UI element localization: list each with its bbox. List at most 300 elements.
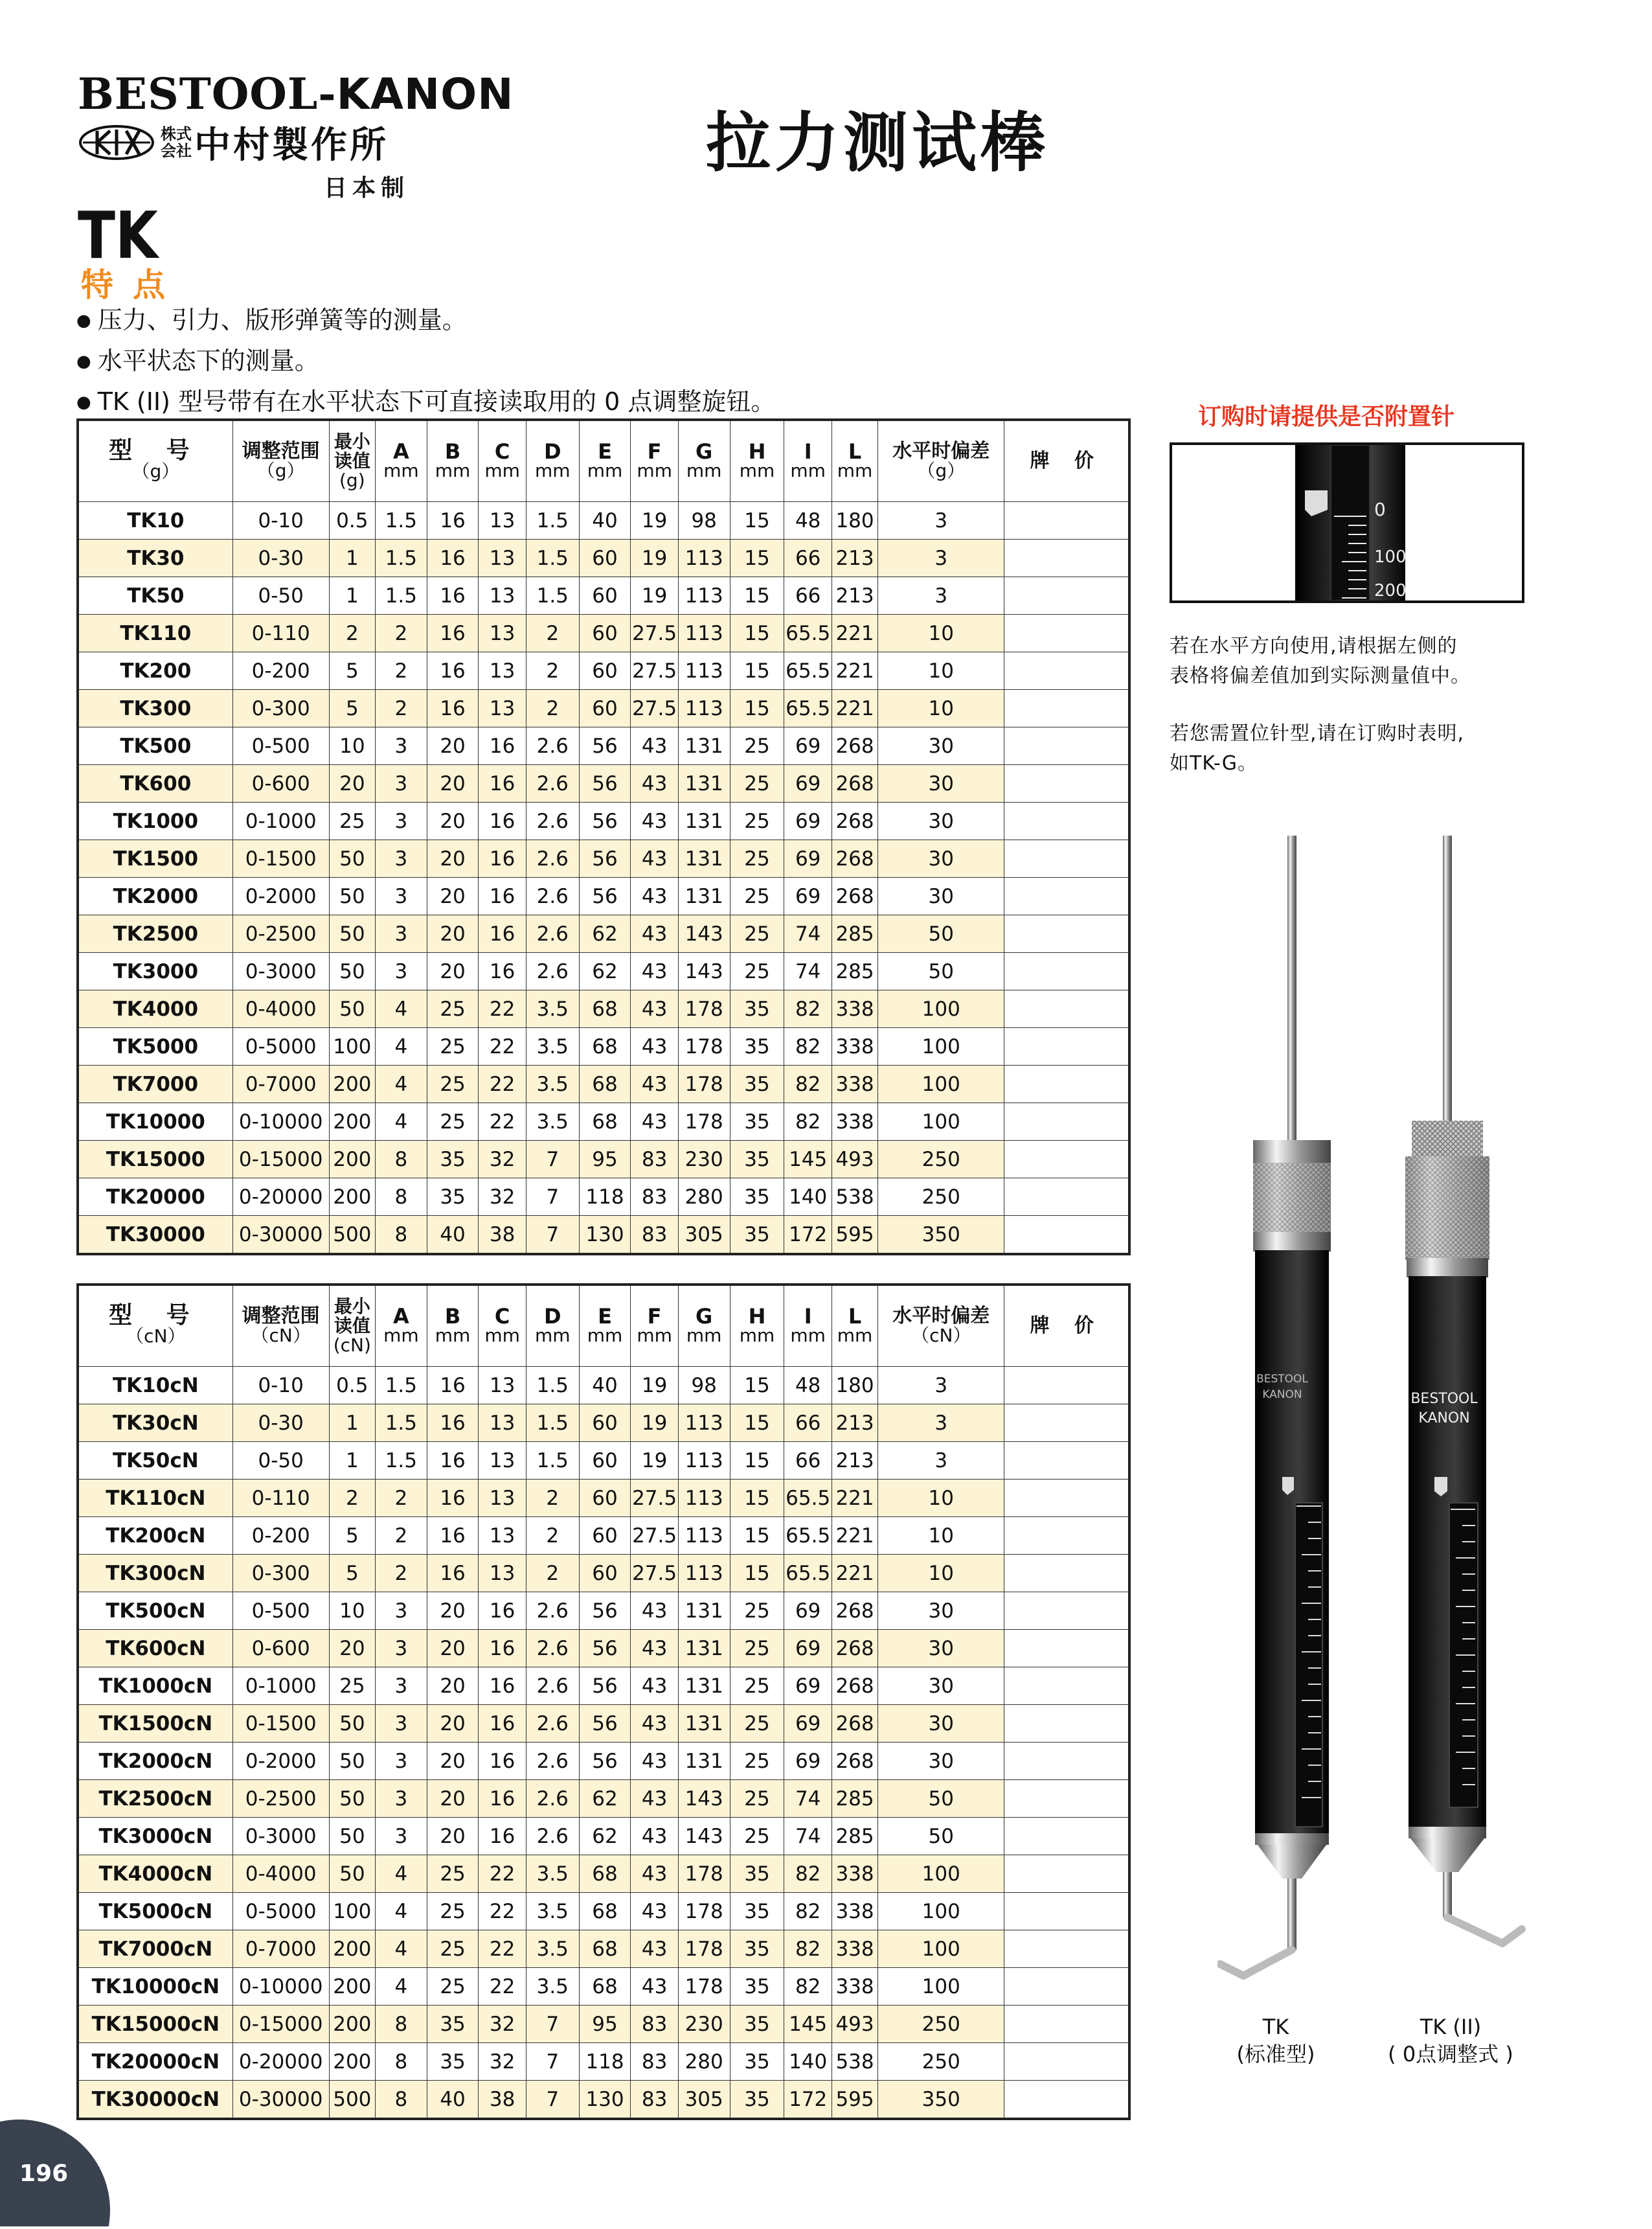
table-cell: 131 xyxy=(678,727,730,765)
table-cell: 0-4000 xyxy=(232,1855,329,1893)
table-cell: 50 xyxy=(329,878,375,915)
table-cell: 268 xyxy=(832,727,877,765)
price-cell xyxy=(1004,1780,1129,1818)
table-row xyxy=(78,1855,1129,1893)
table-cell: 25 xyxy=(329,803,375,840)
table-cell: 10 xyxy=(329,727,375,765)
table-cell: 95 xyxy=(579,1141,631,1178)
price-cell xyxy=(1004,502,1129,540)
table-cell: 43 xyxy=(631,727,678,765)
table-cell: 35 xyxy=(730,1028,784,1066)
table-cell: 3 xyxy=(375,1592,427,1630)
table-cell: 43 xyxy=(631,990,678,1028)
table-cell: 16 xyxy=(427,1404,479,1442)
table-cell: 0-3000 xyxy=(232,953,329,990)
table-cell: 113 xyxy=(678,1404,730,1442)
table-cell: 3 xyxy=(878,1404,1004,1442)
table-cell: 65.5 xyxy=(784,615,832,652)
table-cell: 68 xyxy=(579,1855,631,1893)
table-cell: 16 xyxy=(479,1667,526,1705)
brand-kanon: KANON xyxy=(336,69,514,119)
spec-table-grams xyxy=(76,418,1131,1255)
table-row xyxy=(78,803,1129,840)
spec-table-centinewtons xyxy=(76,1283,1131,2120)
table-cell: 82 xyxy=(784,1968,832,2006)
price-cell xyxy=(1004,727,1129,765)
table-cell: 2 xyxy=(375,615,427,652)
header-price: 牌 价 xyxy=(1004,420,1129,502)
table-row xyxy=(78,1667,1129,1705)
table-cell: 25 xyxy=(427,1968,479,2006)
price-cell xyxy=(1004,1141,1129,1178)
table-cell: 20 xyxy=(427,1705,479,1743)
header-l: L mm xyxy=(832,420,877,502)
table-cell: 13 xyxy=(479,690,526,727)
table-cell: 0-7000 xyxy=(232,1930,329,1968)
table-cell: 35 xyxy=(730,1968,784,2006)
table-cell: 27.5 xyxy=(631,1517,678,1555)
table-cell: 8 xyxy=(375,1216,427,1255)
model-cell: TK3000cN xyxy=(78,1818,232,1855)
table-cell: 0-1000 xyxy=(232,1667,329,1705)
header-c: C mm xyxy=(479,420,526,502)
table-cell: 140 xyxy=(784,2043,832,2081)
table-cell: 1 xyxy=(329,577,375,615)
table-cell: 280 xyxy=(678,1178,730,1216)
model-cell: TK1500cN xyxy=(78,1705,232,1743)
table-cell: 69 xyxy=(784,840,832,878)
tk-standard-gauge xyxy=(1220,836,1331,1976)
table-cell: 35 xyxy=(730,1103,784,1141)
table-cell: 3 xyxy=(878,1442,1004,1480)
table-cell: 213 xyxy=(832,540,877,577)
table-cell: 35 xyxy=(730,1066,784,1103)
company-name: 中村製作所 xyxy=(194,124,389,166)
table-cell: 10 xyxy=(878,690,1004,727)
table-cell: 0-2500 xyxy=(232,1780,329,1818)
table-cell: 3.5 xyxy=(526,1855,579,1893)
price-cell xyxy=(1004,1367,1129,1404)
table-cell: 69 xyxy=(784,727,832,765)
table-cell: 69 xyxy=(784,1630,832,1667)
table-cell: 43 xyxy=(631,1667,678,1705)
table-cell: 19 xyxy=(631,1442,678,1480)
table-cell: 143 xyxy=(678,1780,730,1818)
table-cell: 0-1000 xyxy=(232,803,329,840)
table-cell: 131 xyxy=(678,1667,730,1705)
model-cell: TK50cN xyxy=(78,1442,232,1480)
table-cell: 56 xyxy=(579,803,631,840)
page-number: 196 xyxy=(19,2160,69,2187)
note-line: 表格将偏差值加到实际测量值中。 xyxy=(1170,665,1471,687)
table-cell: 3 xyxy=(375,1780,427,1818)
table-row xyxy=(78,1818,1129,1855)
model-cell: TK500cN xyxy=(78,1592,232,1630)
table-cell: 493 xyxy=(832,2006,877,2043)
header-a: A mm xyxy=(375,420,427,502)
features-list xyxy=(76,301,775,424)
table-cell: 2.6 xyxy=(526,1818,579,1855)
header-d: D mm xyxy=(526,420,579,502)
table-cell: 285 xyxy=(832,1780,877,1818)
table-cell: 27.5 xyxy=(631,690,678,727)
table-cell: 0-300 xyxy=(232,690,329,727)
table-cell: 0-2000 xyxy=(232,1743,329,1780)
table-cell: 280 xyxy=(678,2043,730,2081)
table-cell: 83 xyxy=(631,2006,678,2043)
table-cell: 66 xyxy=(784,540,832,577)
table-cell: 50 xyxy=(878,953,1004,990)
table-row xyxy=(78,577,1129,615)
price-cell xyxy=(1004,765,1129,803)
table-cell: 15 xyxy=(730,690,784,727)
price-cell xyxy=(1004,2006,1129,2043)
table-row xyxy=(78,2081,1129,2120)
table-cell: 0-2000 xyxy=(232,878,329,915)
table-cell: 66 xyxy=(784,577,832,615)
table-cell: 131 xyxy=(678,1705,730,1743)
table-cell: 1 xyxy=(329,1404,375,1442)
table-cell: 3 xyxy=(375,1630,427,1667)
table-cell: 4 xyxy=(375,1028,427,1066)
table-cell: 178 xyxy=(678,1930,730,1968)
table-cell: 20 xyxy=(427,878,479,915)
table-cell: 0-20000 xyxy=(232,1178,329,1216)
table-cell: 95 xyxy=(579,2006,631,2043)
table-row xyxy=(78,1968,1129,2006)
table-row xyxy=(78,2006,1129,2043)
price-cell xyxy=(1004,953,1129,990)
table-cell: 268 xyxy=(832,1630,877,1667)
table-cell: 35 xyxy=(730,1893,784,1930)
table-cell: 25 xyxy=(730,803,784,840)
table-cell: 16 xyxy=(427,540,479,577)
table-cell: 113 xyxy=(678,1480,730,1517)
table-cell: 35 xyxy=(730,1216,784,1255)
model-cell: TK110 xyxy=(78,615,232,652)
table-cell: 5 xyxy=(329,1517,375,1555)
model-cell: TK30000cN xyxy=(78,2081,232,2120)
model-cell: TK2000cN xyxy=(78,1743,232,1780)
table-cell: 19 xyxy=(631,577,678,615)
table-cell: 43 xyxy=(631,1028,678,1066)
table-cell: 200 xyxy=(329,1968,375,2006)
table-cell: 20 xyxy=(427,953,479,990)
table-cell: 131 xyxy=(678,1592,730,1630)
table-cell: 25 xyxy=(329,1667,375,1705)
price-cell xyxy=(1004,1103,1129,1141)
model-cell: TK300 xyxy=(78,690,232,727)
table-cell: 143 xyxy=(678,915,730,953)
table-cell: 113 xyxy=(678,1442,730,1480)
table-cell: 3 xyxy=(375,1667,427,1705)
table-cell: 178 xyxy=(678,990,730,1028)
model-cell: TK4000 xyxy=(78,990,232,1028)
header-f: F mm xyxy=(631,1285,678,1367)
model-cell: TK300cN xyxy=(78,1555,232,1592)
table-row xyxy=(78,1555,1129,1592)
table-cell: 10 xyxy=(878,1480,1004,1517)
table-cell: 83 xyxy=(631,1141,678,1178)
header-model: 型 号 （cN） xyxy=(78,1285,232,1367)
table-cell: 48 xyxy=(784,502,832,540)
table-cell: 16 xyxy=(479,915,526,953)
table-cell: 221 xyxy=(832,1517,877,1555)
model-cell: TK15000cN xyxy=(78,2006,232,2043)
table-cell: 2 xyxy=(526,652,579,690)
table-cell: 1 xyxy=(329,540,375,577)
table-cell: 43 xyxy=(631,1818,678,1855)
table-cell: 8 xyxy=(375,2043,427,2081)
table-cell: 3 xyxy=(375,1705,427,1743)
table-cell: 60 xyxy=(579,1555,631,1592)
table-cell: 25 xyxy=(730,1743,784,1780)
table-cell: 43 xyxy=(631,1592,678,1630)
table-row xyxy=(78,953,1129,990)
table-cell: 25 xyxy=(427,1066,479,1103)
list-item: ● 水平状态下的测量。 xyxy=(76,342,775,383)
table-cell: 25 xyxy=(427,1930,479,1968)
header-i: I mm xyxy=(784,1285,832,1367)
table-cell: 35 xyxy=(730,1855,784,1893)
table-cell: 2 xyxy=(526,1517,579,1555)
table-cell: 68 xyxy=(579,990,631,1028)
table-cell: 1.5 xyxy=(375,1367,427,1404)
table-cell: 10 xyxy=(329,1592,375,1630)
table-cell: 1.5 xyxy=(375,577,427,615)
table-cell: 25 xyxy=(730,878,784,915)
table-cell: 30 xyxy=(878,727,1004,765)
table-cell: 35 xyxy=(427,1178,479,1216)
header-l: L mm xyxy=(832,1285,877,1367)
table-cell: 213 xyxy=(832,1404,877,1442)
table-cell: 178 xyxy=(678,1893,730,1930)
table-cell: 3.5 xyxy=(526,1028,579,1066)
table-cell: 62 xyxy=(579,915,631,953)
table-cell: 25 xyxy=(427,1893,479,1930)
model-cell: TK15000 xyxy=(78,1141,232,1178)
table-cell: 82 xyxy=(784,1893,832,1930)
table-cell: 25 xyxy=(730,1592,784,1630)
model-cell: TK7000 xyxy=(78,1066,232,1103)
table-cell: 4 xyxy=(375,990,427,1028)
table-cell: 178 xyxy=(678,1855,730,1893)
table-cell: 25 xyxy=(730,1630,784,1667)
header-e: E mm xyxy=(579,1285,631,1367)
table-cell: 4 xyxy=(375,1893,427,1930)
table-cell: 113 xyxy=(678,652,730,690)
table-cell: 65.5 xyxy=(784,652,832,690)
table-row xyxy=(78,1066,1129,1103)
table-cell: 130 xyxy=(579,2081,631,2120)
table-cell: 13 xyxy=(479,577,526,615)
table-cell: 140 xyxy=(784,1178,832,1216)
table-cell: 50 xyxy=(329,1743,375,1780)
table-cell: 35 xyxy=(427,2006,479,2043)
table-cell: 13 xyxy=(479,502,526,540)
table-cell: 68 xyxy=(579,1103,631,1141)
table-cell: 0-10000 xyxy=(232,1103,329,1141)
table-cell: 25 xyxy=(427,990,479,1028)
table-cell: 43 xyxy=(631,1066,678,1103)
table-cell: 268 xyxy=(832,803,877,840)
table-cell: 221 xyxy=(832,690,877,727)
table-cell: 3.5 xyxy=(526,1066,579,1103)
table-cell: 2.6 xyxy=(526,878,579,915)
table-cell: 143 xyxy=(678,1818,730,1855)
table-cell: 50 xyxy=(329,1705,375,1743)
table-row xyxy=(78,1442,1129,1480)
table-cell: 2 xyxy=(375,1555,427,1592)
table-cell: 22 xyxy=(479,990,526,1028)
table-cell: 48 xyxy=(784,1367,832,1404)
table-cell: 100 xyxy=(878,1968,1004,2006)
table-cell: 16 xyxy=(479,953,526,990)
table-cell: 15 xyxy=(730,502,784,540)
table-cell: 27.5 xyxy=(631,1555,678,1592)
table-cell: 200 xyxy=(329,1930,375,1968)
table-cell: 0-7000 xyxy=(232,1066,329,1103)
table-cell: 69 xyxy=(784,878,832,915)
table-cell: 83 xyxy=(631,1178,678,1216)
table-cell: 338 xyxy=(832,1028,877,1066)
table-row xyxy=(78,1517,1129,1555)
table-cell: 200 xyxy=(329,2043,375,2081)
caption-tk: TK (标准型) xyxy=(1236,2015,1315,2066)
table-cell: 16 xyxy=(427,1517,479,1555)
table-cell: 3 xyxy=(878,540,1004,577)
header-i: I mm xyxy=(784,420,832,502)
table-cell: 20 xyxy=(329,765,375,803)
header-a: A mm xyxy=(375,1285,427,1367)
table-cell: 0-500 xyxy=(232,1592,329,1630)
table-row xyxy=(78,1216,1129,1255)
header-range: 调整范围 （g） xyxy=(232,420,329,502)
table-cell: 27.5 xyxy=(631,1480,678,1517)
price-cell xyxy=(1004,1968,1129,2006)
model-cell: TK5000cN xyxy=(78,1893,232,1930)
table-cell: 25 xyxy=(427,1855,479,1893)
table-cell: 3.5 xyxy=(526,1103,579,1141)
table-cell: 16 xyxy=(427,652,479,690)
model-cell: TK200 xyxy=(78,652,232,690)
table-cell: 2 xyxy=(526,690,579,727)
table-cell: 2.6 xyxy=(526,1780,579,1818)
table-cell: 131 xyxy=(678,765,730,803)
kanon-logo-icon xyxy=(78,124,155,161)
table-cell: 0-30 xyxy=(232,1404,329,1442)
model-cell: TK200cN xyxy=(78,1517,232,1555)
table-cell: 68 xyxy=(579,1893,631,1930)
note-line: 如TK-G。 xyxy=(1170,752,1258,775)
table-cell: 143 xyxy=(678,953,730,990)
table-row xyxy=(78,2043,1129,2081)
table-cell: 3 xyxy=(878,577,1004,615)
table-cell: 118 xyxy=(579,2043,631,2081)
table-cell: 0-10000 xyxy=(232,1968,329,2006)
table-cell: 338 xyxy=(832,1103,877,1141)
table-cell: 100 xyxy=(878,1103,1004,1141)
table-cell: 56 xyxy=(579,1630,631,1667)
table-cell: 180 xyxy=(832,502,877,540)
header-b: B mm xyxy=(427,420,479,502)
table-cell: 60 xyxy=(579,1442,631,1480)
table-cell: 16 xyxy=(427,1555,479,1592)
table-cell: 56 xyxy=(579,1743,631,1780)
table-cell: 500 xyxy=(329,2081,375,2120)
table-cell: 69 xyxy=(784,1743,832,1780)
table-cell: 20 xyxy=(427,915,479,953)
model-cell: TK20000 xyxy=(78,1178,232,1216)
model-cell: TK10000cN xyxy=(78,1968,232,2006)
table-cell: 56 xyxy=(579,727,631,765)
table-cell: 16 xyxy=(479,1780,526,1818)
table-cell: 200 xyxy=(329,2006,375,2043)
table-cell: 118 xyxy=(579,1178,631,1216)
gauge-brand-left: BESTOOL KANON xyxy=(1256,1373,1308,1401)
gauge-tick-label: 200 xyxy=(1374,581,1407,600)
table-cell: 16 xyxy=(427,502,479,540)
table-cell: 8 xyxy=(375,2006,427,2043)
table-cell: 131 xyxy=(678,1630,730,1667)
gauge-tick-label: 0 xyxy=(1374,499,1386,520)
table-cell: 35 xyxy=(730,990,784,1028)
table-row xyxy=(78,1743,1129,1780)
table-cell: 98 xyxy=(678,1367,730,1404)
caption-tk-ii: TK (II) ( 0点调整式 ) xyxy=(1388,2015,1513,2066)
table-cell: 1.5 xyxy=(526,1442,579,1480)
table-cell: 338 xyxy=(832,1930,877,1968)
table-header-row xyxy=(78,420,1129,502)
table-cell: 268 xyxy=(832,1705,877,1743)
table-cell: 0.5 xyxy=(329,1367,375,1404)
table-cell: 178 xyxy=(678,1968,730,2006)
table-cell: 50 xyxy=(329,840,375,878)
table-cell: 43 xyxy=(631,765,678,803)
table-cell: 16 xyxy=(479,1592,526,1630)
table-cell: 2 xyxy=(375,1480,427,1517)
table-cell: 0-50 xyxy=(232,1442,329,1480)
table-cell: 50 xyxy=(329,953,375,990)
table-cell: 40 xyxy=(427,1216,479,1255)
table-cell: 2.6 xyxy=(526,1667,579,1705)
gauge-brand-right: BESTOOL KANON xyxy=(1410,1391,1478,1426)
table-cell: 62 xyxy=(579,1780,631,1818)
table-cell: 16 xyxy=(427,1367,479,1404)
table-cell: 3 xyxy=(878,502,1004,540)
table-row xyxy=(78,1028,1129,1066)
table-cell: 2 xyxy=(526,1555,579,1592)
table-cell: 74 xyxy=(784,953,832,990)
table-cell: 1.5 xyxy=(375,502,427,540)
price-cell xyxy=(1004,1893,1129,1930)
table-cell: 20 xyxy=(427,1743,479,1780)
table-cell: 285 xyxy=(832,915,877,953)
table-cell: 500 xyxy=(329,1216,375,1255)
table-cell: 27.5 xyxy=(631,652,678,690)
table-cell: 230 xyxy=(678,2006,730,2043)
header-model: 型 号 （g） xyxy=(78,420,232,502)
table-cell: 19 xyxy=(631,502,678,540)
table-cell: 10 xyxy=(878,652,1004,690)
table-cell: 350 xyxy=(878,2081,1004,2120)
table-cell: 7 xyxy=(526,2043,579,2081)
table-cell: 268 xyxy=(832,1592,877,1630)
table-cell: 0-300 xyxy=(232,1555,329,1592)
table-cell: 25 xyxy=(730,840,784,878)
table-cell: 538 xyxy=(832,1178,877,1216)
table-cell: 60 xyxy=(579,615,631,652)
